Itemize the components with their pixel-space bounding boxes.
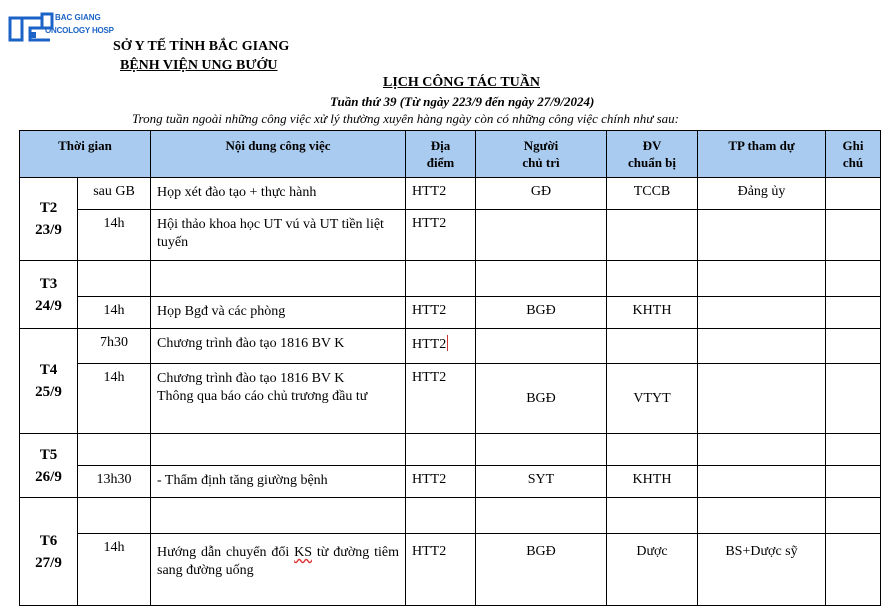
header-prep <box>607 131 698 178</box>
content-cell[interactable] <box>151 364 406 434</box>
content-ks: KS <box>294 545 313 560</box>
org-name-line1: SỞ Y TẾ TỈNH BẮC GIANG <box>113 39 290 54</box>
org-name-line2: BỆNH VIỆN UNG BƯỚU <box>120 58 278 73</box>
time-cell: 14h <box>78 534 151 606</box>
prep-cell[interactable] <box>607 434 698 466</box>
day-cell-t6 <box>20 498 78 606</box>
table-row <box>20 498 881 534</box>
chair-cell[interactable] <box>476 498 607 534</box>
text-cursor <box>447 335 448 351</box>
header-place-line1: Địa <box>430 138 451 153</box>
attend-cell[interactable] <box>698 498 826 534</box>
table-row <box>20 178 881 210</box>
day-label: T3 <box>39 275 58 292</box>
header-note-line2: chú <box>842 155 864 170</box>
content-line2: Thông qua báo cáo chủ trương đầu tư <box>157 389 368 404</box>
header-note-line1: Ghi <box>842 138 864 153</box>
table-row <box>20 297 881 329</box>
table-row <box>20 210 881 261</box>
place-cell[interactable]: HTT2 <box>406 297 476 329</box>
attend-cell[interactable]: Đảng ủy <box>698 178 826 210</box>
content-cell[interactable]: Họp Bgđ và các phòng <box>151 297 406 329</box>
chair-cell[interactable] <box>476 329 607 364</box>
attend-cell[interactable] <box>698 329 826 364</box>
day-date: 25/9 <box>35 384 62 400</box>
time-cell: 13h30 <box>78 466 151 498</box>
note-cell[interactable] <box>826 498 881 534</box>
content-line1: Chương trình đào tạo 1816 BV K <box>157 371 345 386</box>
chair-cell[interactable]: SYT <box>476 466 607 498</box>
attend-cell[interactable] <box>698 434 826 466</box>
prep-cell[interactable] <box>607 329 698 364</box>
content-cell[interactable] <box>151 261 406 297</box>
attend-cell[interactable]: BS+Dược sỹ <box>698 534 826 606</box>
chair-cell[interactable]: BGĐ <box>476 534 607 606</box>
table-header-row <box>20 131 881 178</box>
time-cell: sau GB <box>78 178 151 210</box>
header-content: Nội dung công việc <box>151 131 406 178</box>
note-cell[interactable] <box>826 434 881 466</box>
prep-cell[interactable]: KHTH <box>607 297 698 329</box>
place-cell[interactable]: HTT2 <box>406 534 476 606</box>
day-date: 23/9 <box>35 222 62 238</box>
day-label: T2 <box>39 200 58 216</box>
day-label: T6 <box>39 532 58 549</box>
day-cell-t5 <box>20 434 78 498</box>
prep-cell[interactable]: Dược <box>607 534 698 606</box>
logo-text-line1: BAC GIANG <box>55 13 101 22</box>
content-part1: Hướng dẫn chuyển đổi <box>157 545 295 560</box>
header-chair-line2: chủ trì <box>522 155 560 170</box>
prep-cell[interactable]: KHTH <box>607 466 698 498</box>
chair-cell[interactable]: GĐ <box>476 178 607 210</box>
time-cell: 14h <box>78 297 151 329</box>
attend-cell[interactable] <box>698 210 826 261</box>
note-cell[interactable] <box>826 329 881 364</box>
day-date: 24/9 <box>35 297 62 314</box>
content-part2: từ đường tiêm sang đường uống <box>157 545 399 578</box>
header-prep-line1: ĐV <box>642 138 662 153</box>
table-row <box>20 261 881 297</box>
prep-cell[interactable] <box>607 210 698 261</box>
day-cell-t3 <box>20 261 78 329</box>
table-row <box>20 329 881 364</box>
chair-cell[interactable] <box>476 261 607 297</box>
logo-text-line2: ONCOLOGY HOSP <box>45 26 114 35</box>
content-cell[interactable]: - Thẩm định tăng giường bệnh <box>151 466 406 498</box>
attend-cell[interactable] <box>698 466 826 498</box>
table-row <box>20 434 881 466</box>
note-cell[interactable] <box>826 466 881 498</box>
page-subtitle: Tuần thứ 39 (Từ ngày 223/9 đến ngày 27/9/2024) <box>330 94 595 109</box>
note-cell[interactable] <box>826 261 881 297</box>
place-cell[interactable] <box>406 261 476 297</box>
header-chair-line1: Người <box>523 138 559 153</box>
content-cell[interactable]: Hội thảo khoa học UT vú và UT tiền liệt tuyến <box>151 210 406 261</box>
place-cell[interactable] <box>406 329 476 364</box>
attend-cell[interactable] <box>698 297 826 329</box>
prep-cell[interactable]: VTYT <box>607 364 698 434</box>
day-label: T5 <box>39 446 58 463</box>
place-cell[interactable]: HTT2 <box>406 210 476 261</box>
note-cell[interactable] <box>826 364 881 434</box>
table-row <box>20 364 881 434</box>
time-cell: 14h <box>78 364 151 434</box>
place-cell[interactable]: HTT2 <box>406 466 476 498</box>
chair-cell[interactable]: BGĐ <box>476 297 607 329</box>
place-cell[interactable] <box>406 434 476 466</box>
header-place <box>406 131 476 178</box>
place-cell[interactable]: HTT2 <box>406 178 476 210</box>
content-cell[interactable] <box>151 434 406 466</box>
day-label: T4 <box>39 362 58 378</box>
intro-text: Trong tuần ngoài những công việc xử lý thường xuyên hàng ngày còn có những công việc chính như sau: <box>132 111 679 126</box>
schedule-table <box>19 130 881 606</box>
chair-cell[interactable] <box>476 210 607 261</box>
prep-cell[interactable] <box>607 261 698 297</box>
prep-cell[interactable] <box>607 498 698 534</box>
header-place-line2: điểm <box>426 155 455 170</box>
day-date: 27/9 <box>35 554 62 571</box>
table-row <box>20 466 881 498</box>
header-time: Thời gian <box>20 131 151 178</box>
time-cell: 14h <box>78 210 151 261</box>
note-cell[interactable] <box>826 297 881 329</box>
content-cell[interactable] <box>151 534 406 606</box>
attend-cell[interactable] <box>698 364 826 434</box>
day-date: 26/9 <box>35 468 62 485</box>
chair-cell[interactable] <box>476 434 607 466</box>
day-cell-t2 <box>20 178 78 261</box>
header-chair <box>476 131 607 178</box>
attend-cell[interactable] <box>698 261 826 297</box>
table-row <box>20 534 881 606</box>
day-cell-t4 <box>20 329 78 434</box>
time-cell <box>78 498 151 534</box>
place-cell[interactable]: HTT2 <box>406 364 476 434</box>
note-cell[interactable] <box>826 178 881 210</box>
place-cell[interactable] <box>406 498 476 534</box>
time-cell: 7h30 <box>78 329 151 364</box>
time-cell <box>78 434 151 466</box>
chair-cell[interactable]: BGĐ <box>476 364 607 434</box>
content-cell[interactable] <box>151 498 406 534</box>
place-text: HTT2 <box>412 337 447 352</box>
page-title: LỊCH CÔNG TÁC TUẦN <box>383 75 541 90</box>
header-note <box>826 131 881 178</box>
note-cell[interactable] <box>826 210 881 261</box>
note-cell[interactable] <box>826 534 881 606</box>
content-cell[interactable]: Họp xét đào tạo + thực hành <box>151 178 406 210</box>
time-cell <box>78 261 151 297</box>
content-cell[interactable]: Chương trình đào tạo 1816 BV K <box>151 329 406 364</box>
header-attend: TP tham dự <box>698 131 826 178</box>
header-prep-line2: chuẩn bị <box>627 155 677 170</box>
prep-cell[interactable]: TCCB <box>607 178 698 210</box>
